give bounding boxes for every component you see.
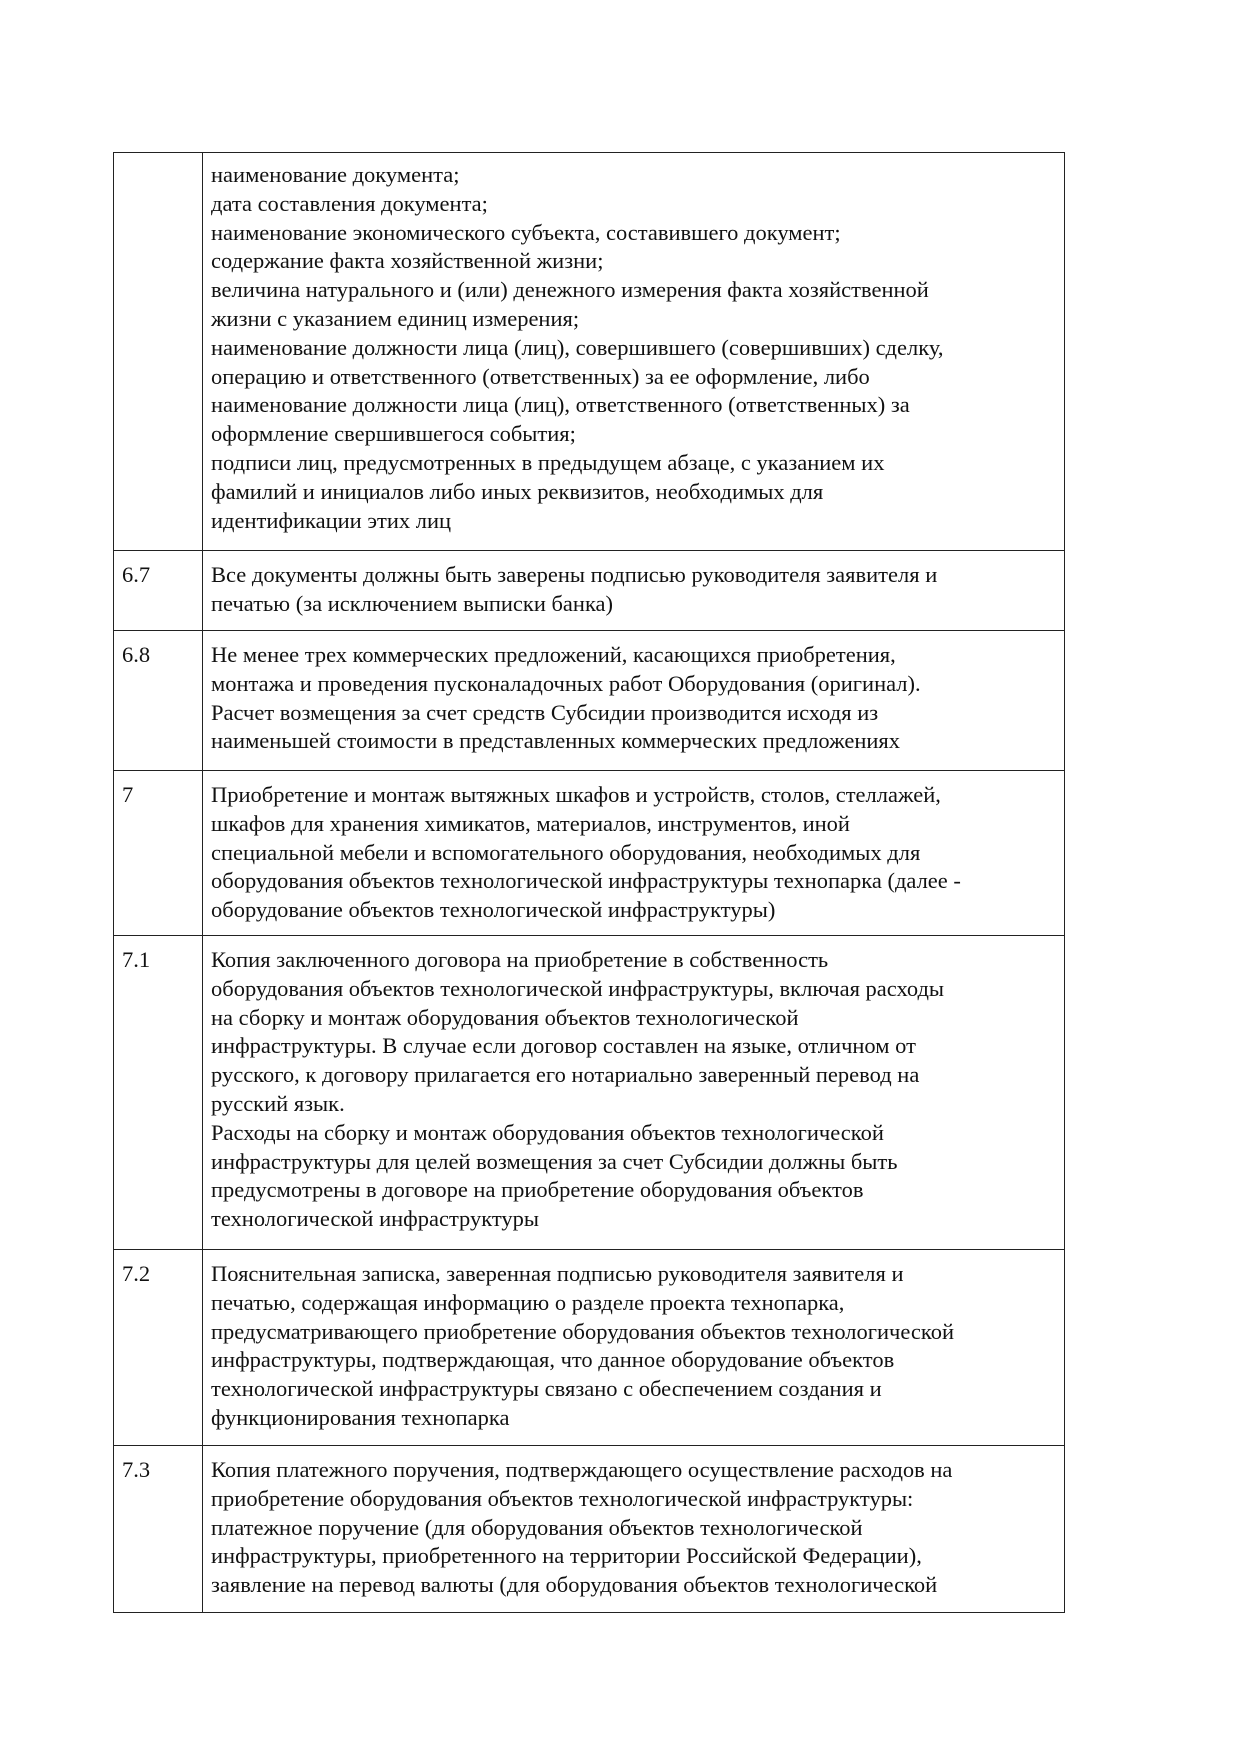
item-description (203, 631, 1065, 771)
item-description (203, 1250, 1065, 1446)
item-number: 7 (114, 771, 203, 936)
text-line: специальной мебели и вспомогательного оборудования, необходимых для (211, 839, 921, 865)
documents-table (113, 152, 1065, 1613)
item-number: 7.2 (114, 1250, 203, 1446)
item-number: 7.1 (114, 936, 203, 1250)
item-number (114, 153, 203, 551)
text-line: технологической инфраструктуры связано с обеспечением создания и (211, 1376, 882, 1402)
text-line: печатью, содержащая информацию о разделе проекта технопарка, (211, 1289, 845, 1315)
item-description (203, 551, 1065, 631)
text-line: предусматривающего приобретение оборудования объектов технологической (211, 1318, 954, 1344)
text-line: Не менее трех коммерческих предложений, касающихся приобретения, (211, 642, 896, 667)
text-line: инфраструктуры для целей возмещения за счет Субсидии должны быть (211, 1148, 898, 1174)
table-row (114, 631, 1065, 771)
text-line: функционирования технопарка (211, 1404, 510, 1430)
text-line: Расходы на сборку и монтаж оборудования объектов технологической (211, 1119, 884, 1145)
table-row (114, 936, 1065, 1250)
text-line: приобретение оборудования объектов технологической инфраструктуры: (211, 1485, 914, 1511)
text-line: жизни с указанием единиц измерения; (211, 305, 580, 331)
text-line: операцию и ответственного (ответственных) за ее оформление, либо (211, 363, 870, 389)
text-line: Все документы должны быть заверены подписью руководителя заявителя и (211, 562, 938, 587)
text-line: содержание факта хозяйственной жизни; (211, 248, 604, 274)
text-line: подписи лиц, предусмотренных в предыдущем абзаце, с указанием их (211, 449, 885, 475)
text-line: оформление свершившегося события; (211, 421, 576, 447)
text-line: инфраструктуры, приобретенного на территории Российской Федерации), (211, 1543, 922, 1569)
text-line: идентификации этих лиц (211, 507, 452, 533)
text-line: Расчет возмещения за счет средств Субсидии производится исходя из (211, 699, 879, 725)
text-line: Копия платежного поручения, подтверждающего осуществление расходов на (211, 1457, 953, 1482)
text-line: инфраструктуры. В случае если договор составлен на языке, отличном от (211, 1033, 916, 1059)
item-description (203, 936, 1065, 1250)
text-line: наименьшей стоимости в представленных коммерческих предложениях (211, 728, 901, 754)
item-description (203, 1446, 1065, 1613)
text-line: фамилий и инициалов либо иных реквизитов, необходимых для (211, 478, 824, 504)
text-line: технологической инфраструктуры (211, 1206, 540, 1232)
text-line: предусмотрены в договоре на приобретение оборудования объектов (211, 1177, 864, 1203)
item-number: 6.7 (114, 551, 203, 631)
text-line: Пояснительная записка, заверенная подписью руководителя заявителя и (211, 1261, 904, 1286)
text-line: инфраструктуры, подтверждающая, что данное оборудование объектов (211, 1347, 895, 1373)
text-line: монтажа и проведения пусконаладочных работ Оборудования (оригинал). (211, 670, 921, 696)
table-row (114, 771, 1065, 936)
item-description (203, 153, 1065, 551)
table-row (114, 153, 1065, 551)
item-number: 7.3 (114, 1446, 203, 1613)
text-line: Копия заключенного договора на приобретение в собственность (211, 947, 829, 972)
text-line: величина натурального и (или) денежного измерения факта хозяйственной (211, 277, 929, 303)
text-line: русского, к договору прилагается его нотариально заверенный перевод на (211, 1062, 920, 1088)
text-line: дата составления документа; (211, 190, 488, 216)
text-line: платежное поручение (для оборудования объектов технологической (211, 1514, 863, 1540)
text-line: оборудования объектов технологической инфраструктуры технопарка (далее - (211, 868, 961, 894)
text-line: шкафов для хранения химикатов, материалов, инструментов, иной (211, 810, 850, 836)
text-line: русский язык. (211, 1090, 345, 1116)
table-row (114, 1446, 1065, 1613)
text-line: наименование документа; (211, 162, 460, 187)
item-description (203, 771, 1065, 936)
table-row (114, 551, 1065, 631)
item-number: 6.8 (114, 631, 203, 771)
text-line: Приобретение и монтаж вытяжных шкафов и устройств, столов, стеллажей, (211, 782, 941, 807)
text-line: печатью (за исключением выписки банка) (211, 590, 614, 616)
text-line: наименование должности лица (лиц), совершившего (совершивших) сделку, (211, 334, 944, 360)
table-row (114, 1250, 1065, 1446)
text-line: оборудования объектов технологической инфраструктуры, включая расходы (211, 975, 945, 1001)
text-line: оборудование объектов технологической инфраструктуры) (211, 897, 776, 923)
text-line: наименование экономического субъекта, составившего документ; (211, 219, 841, 245)
text-line: заявление на перевод валюты (для оборудования объектов технологической (211, 1572, 938, 1598)
text-line: на сборку и монтаж оборудования объектов технологической (211, 1004, 799, 1030)
text-line: наименование должности лица (лиц), ответственного (ответственных) за (211, 392, 910, 418)
